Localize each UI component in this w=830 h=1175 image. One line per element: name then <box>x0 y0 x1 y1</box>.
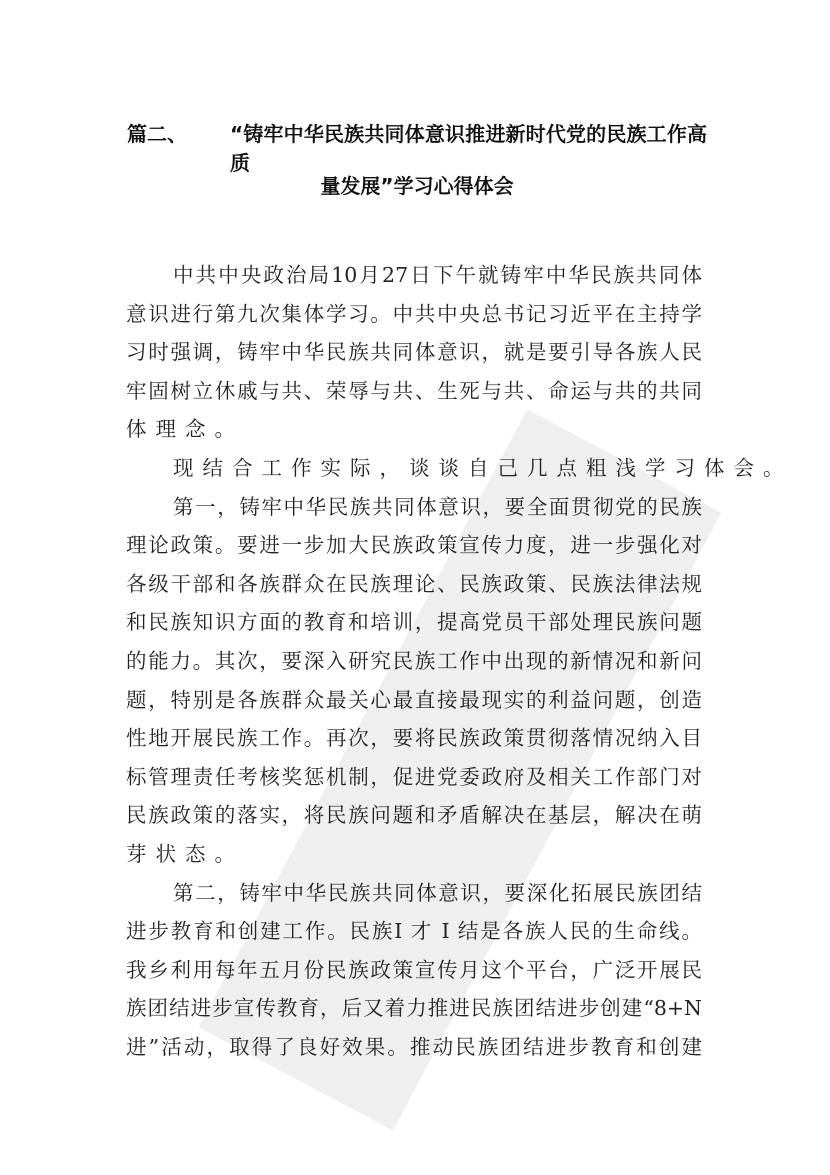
document-body <box>126 256 793 1066</box>
text-line: 进步教育和创建工作。民族I 才 I 结是各族人民的生命线。 <box>126 919 702 944</box>
text-line: 理论政策。要进一步加大民族政策宣传力度，进一步强化对 <box>126 533 702 558</box>
text-line: 中共中央政治局10月27日下午就铸牢中华民族共同体 <box>173 263 702 287</box>
text-line: 意识进行第九次集体学习。中共中央总书记习近平在主持学 <box>126 301 702 326</box>
text-line: 体理念。 <box>126 417 244 442</box>
text-line: 和民族知识方面的教育和培训，提高党员干部处理民族问题 <box>126 610 702 635</box>
text-line: 族团结进步宣传教育，后又着力推进民族团结进步创建“8+N <box>126 996 702 1021</box>
title-main: “铸牢中华民族共同体意识推进新时代党的民族工作高质 <box>230 122 707 175</box>
title-prefix: 篇二、 <box>127 122 187 146</box>
text-line: 性地开展民族工作。再次，要将民族政策贯彻落情况纳入目 <box>126 726 702 751</box>
text-line: 牢固树立休戚与共、荣辱与共、生死与共、命运与共的共同 <box>126 378 702 403</box>
text-line: 习时强调，铸牢中华民族共同体意识，就是要引导各族人民 <box>126 340 702 365</box>
text-line: 第二，铸牢中华民族共同体意识，要深化拓展民族团结 <box>173 880 702 905</box>
text-line: 芽状态。 <box>126 841 244 866</box>
text-line: 现结合工作实际，谈谈自己几点粗浅学习体会。 <box>173 455 793 480</box>
text-line: 标管理责任考核奖惩机制，促进党委政府及相关工作部门对 <box>126 764 702 789</box>
text-line: 我乡利用每年五月份民族政策宣传月这个平台，广泛开展民 <box>126 957 702 982</box>
text-line: 题，特别是各族群众最关心最直接最现实的利益问题，创造 <box>126 687 702 712</box>
text-line: 第一，铸牢中华民族共同体意识，要全面贯彻党的民族 <box>173 494 702 519</box>
text-line: 民族政策的落实，将民族问题和矛盾解决在基层，解决在萌 <box>126 803 702 828</box>
text-line: 各级干部和各族群众在民族理论、民族政策、民族法律法规 <box>126 571 702 596</box>
text-line: 的能力。其次，要深入研究民族工作中出现的新情况和新问 <box>126 648 702 673</box>
document-title-line2: 量发展”学习心得体会 <box>320 174 514 198</box>
document-title-line1 <box>127 118 707 176</box>
text-line: 进”活动，取得了良好效果。推动民族团结进步教育和创建 <box>126 1034 702 1059</box>
